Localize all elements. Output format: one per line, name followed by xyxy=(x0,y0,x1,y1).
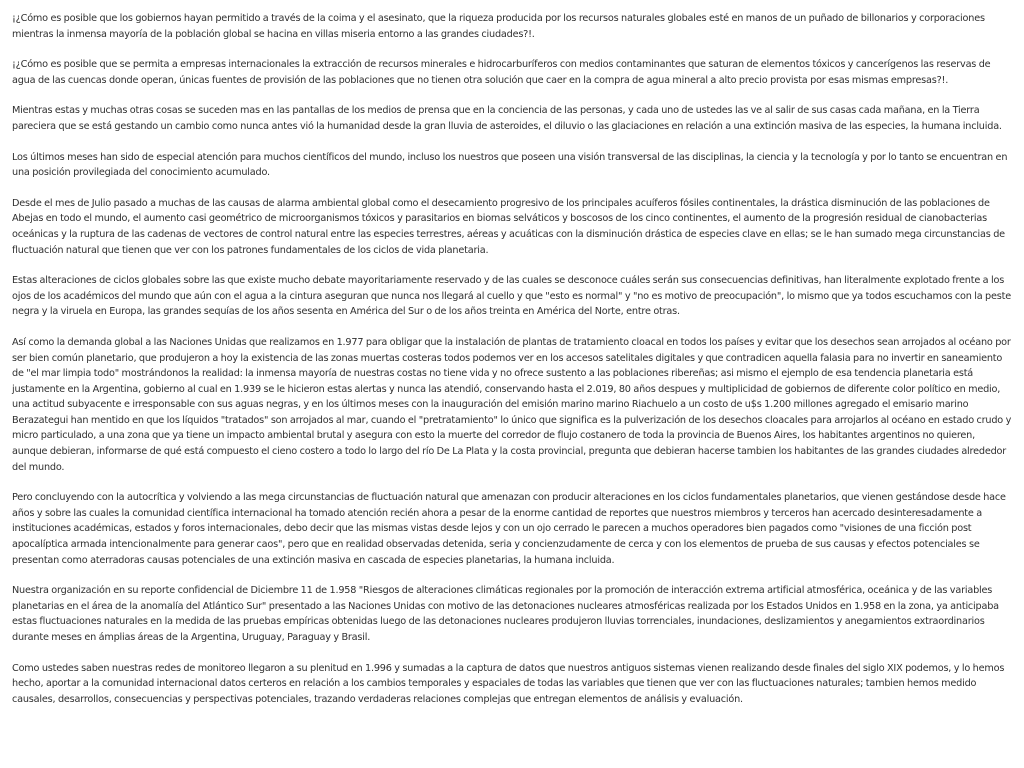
paragraph: Como ustedes saben nuestras redes de monitoreo llegaron a su plenitud en 1.996 y sumadas a la captura de datos que nuestros antiguos sistemas vienen realizando desde finales del siglo XIX podemos, y lo hemos hecho, aportar a la comunidad internacional datos certeros en relación a los cambios temporales y espaciales de todas las variables que tienen que ver con las fluctuaciones naturales; tambien hemos medido causales, desarrollos, consecuencias y perspectivas potenciales, trazando verdaderas relaciones complejas que entregan elementos de análisis y evaluación. xyxy=(12,662,1005,705)
paragraph: Pero concluyendo con la autocrítica y volviendo a las mega circunstancias de fluctuación natural que amenazan con producir alteraciones en los ciclos fundamentales planetarios, que vienen gestándose desde hace años y sobre las cuales la comunidad científica internacional ha tomado atención recién ahora a pesar de la enorme cantidad de reportes que nuestros miembros y terceros han acercado desinteresadamente a instituciones académicas, estados y foros internacionales, debo decir que las mismas vistas desde lejos y con un ojo cerrado le parecen a muchos operadores bien pagados como "visiones de una ficción post apocalíptica armada intencionalmente para generar caos", pero que en realidad observadas detenida, seria y concienzudamente de cerca y con los elementos de prueba de sus causas y efectos potenciales se presentan como aterradoras causas potenciales de una extinción masiva en cascada de especies planetarias, la humana incluida. xyxy=(12,492,1006,566)
paragraph: Estas alteraciones de ciclos globales sobre las que existe mucho debate mayoritariamente reservado y de las cuales se desconoce cuáles serán sus consecuencias definitivas, han literalmente explotado frente a los ojos de los académicos del mundo que aún con el agua a la cintura aseguran que nunca nos llegará al cuello y que "esto es normal" y "no es motivo de preocupación", lo mismo que ya todos escuchamos con la peste negra y la viruela en Europa, las grandes sequías de los años sesenta en América del Sur o de los años treinta en América del Norte, entre otras. xyxy=(12,275,1011,318)
paragraph: ¡¿Cómo es posible que los gobiernos hayan permitido a través de la coima y el asesinato, que la riqueza producida por los recursos naturales globales esté en manos de un puñado de billonarios y corporaciones mientras la inmensa mayoría de la población global se hacina en villas miseria entorno a las grandes ciudades?!. xyxy=(12,13,985,40)
paragraph: Los últimos meses han sido de especial atención para muchos científicos del mundo, incluso los nuestros que poseen una visión transversal de las disciplinas, la ciencia y la tecnología y por lo tanto se encuentran en una posición provilegiada del conocimiento acumulado. xyxy=(12,151,1008,179)
paragraph: Mientras estas y muchas otras cosas se suceden mas en las pantallas de los medios de prensa que en la conciencia de las personas, y cada uno de ustedes las ve al salir de sus casas cada mañana, en la Tierra pareciera que se está gestando un cambio como nunca antes vió la humanidad desde la gran lluvia de asteroides, el diluvio o las glaciaciones en relación a una extinción masiva de las especies, la humana incluida. xyxy=(12,105,1002,132)
paragraph: Nuestra organización en su reporte confidencial de Diciembre 11 de 1.958 "Riesgos de alteraciones climáticas regionales por la promoción de interacción extrema artificial atmosférica, oceánica y de las variables planetarias en el área de la anomalía del Atlántico Sur" presentado a las Naciones Unidas con motivo de las detonaciones nucleares atmosféricas realizada por los Estados Unidos en 1.958 en la zona, ya anticipaba estas fluctuaciones naturales en la medida de las pruebas empíricas obtenidas luego de las detonaciones nucleares produjeron lluvias torrenciales, inundaciones, deslizamientos y anegamientos extraordinarios durante meses en ámplias áreas de la Argentina, Uruguay, Paraguay y Brasil. xyxy=(12,585,999,643)
paragraph: Desde el mes de Julio pasado a muchas de las causas de alarma ambiental global como el desecamiento progresivo de los principales acuíferos fósiles continentales, la drástica disminución de las poblaciones de Abejas en todo el mundo, el aumento casi geométrico de microorganismos tóxicos y parasitarios en biomas selváticos y boscosos de los cinco continentes, el aumento de la progresión residual de cianobacterias oceánicas y la ruptura de las cadenas de vectores de control natural entre las especies terrestres, aéreas y acuáticas con la disminución drástica de especies clave en ellas; se le han sumado mega circunstancias de fluctuación natural que tienen que ver con los patrones fundamentales de los ciclos de vida planetaria. xyxy=(12,197,1005,256)
paragraph: Así como la demanda global a las Naciones Unidas que realizamos en 1.977 para obligar que la instalación de plantas de tratamiento cloacal en todos los países y evitar que los desechos sean arrojados al océano por ser bien común planetario, que produjeron a hoy la existencia de las zonas muertas costeras todos podemos ver en los accesos satelitales digitales y que contradicen aquella falasia para no invertir en saneamiento de "el mar limpia todo" mostrándonos la realidad: la inmensa mayoría de nuestras costas no tiene vida y no ofrece sustento a las poblaciones ribereñas; asi mismo el ejemplo de esa tendencia planetaria está justamente en la Argentina, gobierno al cual en 1.939 se le hicieron estas alertas y nunca las atendió, conservando hasta el 2.019, 80 años despues y multiplicidad de gobiernos de diferente color político en medio, una actitud subyacente e irresponsable con sus aguas negras, y en los últimos meses con la inauguración del emisión marino marino Riachuelo a un costo de u$s 1.200 millones agregado el emisario marino Berazategui han mentido en que los líquidos "tratados" son arrojados al mar, cuando el "pretratamiento" lo único que significa es la pulverización de los desechos cloacales para arrojarlos al océano en estado crudo y micro particulado, a una zona que ya tiene un impacto ambiental brutal y asegura con esto la muerte del corredor de flujo costanero de toda la provincia de Buenos Aires, los habitantes argentinos no quieren, aunque debieran, informarse de qué está compuesto el cieno costero a todo lo largo del río De La Plata y la costa provincial, pregunta que debieran hacerse tambien los habitantes de las grandes ciudades alrededor del mundo. xyxy=(12,336,1012,473)
paragraph: ¡¿Cómo es posible que se permita a empresas internacionales la extracción de recursos minerales e hidrocarburíferos con medios contaminantes que saturan de elementos tóxicos y cancerígenos las reservas de agua de las cuencas donde operan, únicas fuentes de provisión de las poblaciones que no tienen otra solución que caer en la compra de agua mineral a alto precio provista por esas mismas empresas?!. xyxy=(12,59,991,86)
